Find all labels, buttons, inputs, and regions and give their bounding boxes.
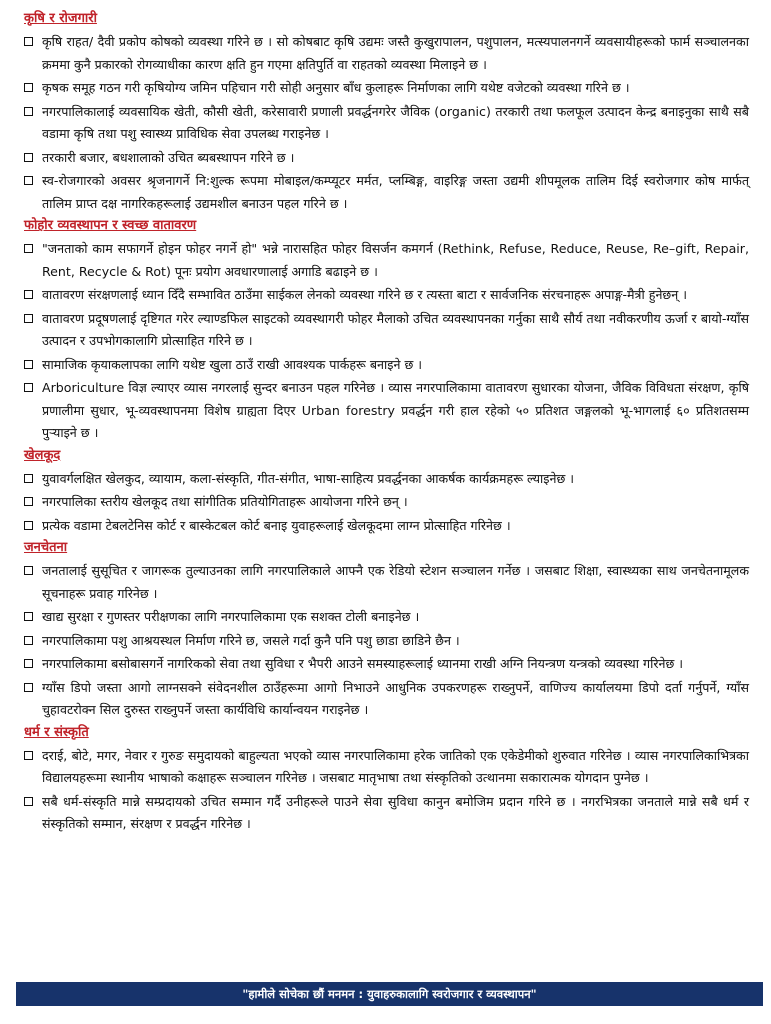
list-item-text: कृषक समूह गठन गरी कृषियोग्य जमिन पहिचान गरी सोही अनुसार बाँध कुलाहरू निर्माणका लागि यथेष्ट वजेटको व्यवस्था गरिने छ । — [42, 80, 630, 95]
list-item — [22, 491, 749, 514]
list-item — [22, 377, 749, 445]
checkbox-bullet-icon — [24, 37, 33, 46]
list-item — [22, 354, 749, 377]
list-item — [22, 31, 749, 76]
list-item — [22, 630, 749, 653]
list-item-text: स्व-रोजगारको अवसर श्रृजनागर्ने नि:शुल्क रूपमा मोबाइल/कम्प्यूटर मर्मत, प्लम्बिङ्ग, वाइरिङ्ग जस्ता उद्यमी शीपमूलक तालिम दिई स्वरोजगार कोष मार्फत् तालिम प्राप्त दक्ष नागरिकहरूलाई उद्यमशील बनाउन पहल गरिने छ । — [42, 173, 749, 211]
page-bottom-margin — [0, 1010, 771, 1024]
checkbox-bullet-icon — [24, 244, 33, 253]
list-item-text: Arboriculture विज्ञ ल्याएर व्यास नगरलाई सुन्दर बनाउन पहल गरिनेछ । व्यास नगरपालिकामा वातावरण सुधारका योजना, जैविक विविधता संरक्षण, कृषि प्रणालीमा सुधार, भू-व्यवस्थापनमा विशेष ग्राह्यता दिएर Urban forestry प्रवर्द्धन गरी हाल रहेको ५० प्रतिशत जङ्गलको भू-भागलाई ६० प्रतिशतसम्म पुऱ्याइने छ । — [42, 380, 749, 440]
list-item — [22, 284, 749, 307]
checkbox-bullet-icon — [24, 153, 33, 162]
list-item — [22, 170, 749, 215]
list-item — [22, 101, 749, 146]
list-item — [22, 677, 749, 722]
section-heading: कृषि र रोजगारी — [24, 11, 97, 26]
list-item-text: वातावरण संरक्षणलाई ध्यान दिँदै सम्भावित ठाउँमा साईकल लेनको व्यवस्था गरिने छ र त्यस्ता बाटा र सार्वजनिक संरचनाहरू अपाङ्ग-मैत्री हुनेछन् । — [42, 287, 688, 302]
checkbox-bullet-icon — [24, 612, 33, 621]
list-item-text: वातावरण प्रदूषणलाई दृष्टिगत गरेर ल्याण्डफिल साइटको व्यवस्थागरी फोहर मैलाको उचित व्यवस्थापनका गर्नुका साथै सौर्य तथा नवीकरणीय ऊर्जा र बायो-ग्याँस उत्पादन र उपभोगकालागि प्रोत्साहित गरिने छ । — [42, 310, 749, 348]
list-item — [22, 745, 749, 790]
list-item — [22, 238, 749, 283]
section-sports — [22, 447, 749, 538]
checkbox-bullet-icon — [24, 176, 33, 185]
checkbox-bullet-icon — [24, 474, 33, 483]
list-item-text: नगरपालिका स्तरीय खेलकूद तथा सांगीतिक प्रतियोगिताहरू आयोजना गरिने छन् । — [42, 494, 408, 509]
list-item — [22, 147, 749, 170]
list-item-text: जनतालाई सुसूचित र जागरूक तुल्याउनका लागि नगरपालिकाले आफ्नै एक रेडियो स्टेशन सञ्चालन गर्नेछ । जसबाट शिक्षा, स्वास्थ्यका साथ जनचेतनामूलक सूचनाहरू प्रवाह गरिनेछ । — [42, 563, 749, 601]
list-item-text: युवावर्गलक्षित खेलकुद, व्यायाम, कला-संस्कृति, गीत-संगीत, भाषा-साहित्य प्रवर्द्धनका आकर्षक कार्यक्रमहरू ल्याइनेछ । — [42, 470, 575, 486]
list-item — [22, 468, 749, 491]
list-item-text: प्रत्येक वडामा टेबलटेनिस कोर्ट र बास्केटबल कोर्ट बनाइ युवाहरूलाई खेलकूदमा लाग्न प्रोत्साहित गरिनेछ । — [42, 517, 511, 533]
checkbox-bullet-icon — [24, 683, 33, 692]
footer-slogan-banner: "हामीले सोचेका छौं मनमन : युवाहरुकालागि स्वरोजगार र व्यवस्थापन" — [16, 982, 763, 1006]
list-item-text: नगरपालिकामा बसोबासगर्ने नागरिकको सेवा तथा सुविधा र भैपरी आउने समस्याहरूलाई ध्यानमा राखी अग्नि नियन्त्रण यन्त्रको व्यवस्था गरिनेछ । — [42, 656, 684, 671]
list-item — [22, 560, 749, 605]
section-heading: जनचेतना — [24, 540, 68, 555]
checkbox-bullet-icon — [24, 797, 33, 806]
list-item-text: कृषि राहत/ दैवी प्रकोप कोषको व्यवस्था गरिने छ । सो कोषबाट कृषि उद्यमः जस्तै कुखुरापालन, पशुपालन, मत्स्यपालनगर्ने व्यवसायीहरूको फार्म सञ्चालनका क्रममा कुनै प्रकारको रोगव्याधीका कारण क्षति हुन गएमा क्षतिपुर्ति वा राहतको व्यवस्था मिलाइने छ । — [42, 34, 749, 72]
list-item-text: दराई, बोटे, मगर, नेवार र गुरुङ समुदायको बाहुल्यता भएको व्यास नगरपालिकामा हरेक जातिको एक एकेडेमीको शुरुवात गरिनेछ । व्यास नगरपालिकाभित्रका विद्यालयहरूमा स्थानीय भाषाको कक्षाहरू सञ्चालन गरिनेछ । जसबाट मातृभाषा तथा संस्कृतिको उत्थानमा सकारात्मक योगदान पुग्नेछ । — [42, 747, 749, 785]
section-agriculture — [22, 10, 749, 215]
section-religion-culture — [22, 724, 749, 836]
list-item-text: नगरपालिकालाई व्यवसायिक खेती, कौसी खेती, करेसावारी प्रणाली प्रवर्द्धनगरेर जैविक (organic) तरकारी तथा फलफूल उत्पादन केन्द्र बनाइनुका साथै सबै वडामा कृषि तथा पशु स्वास्थ्य प्राविधिक सेवा उपलब्ध गराइनेछ । — [42, 103, 749, 141]
list-item-text: तरकारी बजार, बधशालाको उचित ब्यबस्थापन गरिने छ । — [42, 149, 295, 165]
checkbox-bullet-icon — [24, 751, 33, 760]
section-heading: खेलकूद — [24, 447, 61, 463]
checkbox-bullet-icon — [24, 636, 33, 645]
list-item-text: सबै धर्म-संस्कृति मान्ने सम्प्रदायको उचित सम्मान गर्दै उनीहरूले पाउने सेवा सुविधा कानुन बमोजिम प्रदान गरिने छ । नगरभित्रका जनताले मान्ने सबै धर्म र संस्कृतिको सम्मान, संरक्षण र प्रवर्द्धन गरिनेछ । — [42, 793, 749, 831]
list-item-text: नगरपालिकामा पशु आश्रयस्थल निर्माण गरिने छ, जसले गर्दा कुनै पनि पशु छाडा छाडिने छैन । — [42, 632, 460, 648]
checkbox-bullet-icon — [24, 290, 33, 299]
checkbox-bullet-icon — [24, 314, 33, 323]
section-waste-environment — [22, 217, 749, 445]
list-item-text: "जनताको काम सफागर्ने होइन फोहर नगर्ने हो" भन्ने नारासहित फोहर विसर्जन कमगर्न (Rethink, Refuse, Reduce, Reuse, Re–gift, Repair, Rent, Recycle & Rot) पूनः प्रयोग अवधारणालाई अगाडि बढाइने छ । — [42, 241, 749, 279]
checkbox-bullet-icon — [24, 360, 33, 369]
list-item-text: खाद्य सुरक्षा र गुणस्तर परीक्षणका लागि नगरपालिकामा एक सशक्त टोली बनाइनेछ । — [42, 609, 420, 624]
checkbox-bullet-icon — [24, 521, 33, 530]
checkbox-bullet-icon — [24, 83, 33, 92]
checkbox-bullet-icon — [24, 107, 33, 116]
list-item — [22, 653, 749, 676]
list-item — [22, 308, 749, 353]
section-heading: धर्म र संस्कृति — [24, 724, 89, 740]
section-public-awareness — [22, 539, 749, 722]
list-item-text: सामाजिक कृयाकलापका लागि यथेष्ट खुला ठाउँ राखी आवश्यक पार्कहरू बनाइने छ । — [42, 356, 423, 372]
section-heading: फोहोर व्यवस्थापन र स्वच्छ वातावरण — [24, 218, 197, 233]
list-item-text: ग्याँस डिपो जस्ता आगो लाग्नसक्ने संवेदनशील ठाउँहरूमा आगो निभाउने आधुनिक उपकरणहरू राख्नुपर्ने, वाणिज्य कार्यालयमा डिपो दर्ता गर्नुपर्ने, ग्याँस चुहावटरोक्न सिल दुरुस्त राख्नुपर्ने जस्ता कार्यविधि कार्यान्वयन गराइनेछ । — [42, 679, 749, 717]
checkbox-bullet-icon — [24, 383, 33, 392]
list-item — [22, 791, 749, 836]
list-item — [22, 606, 749, 629]
checkbox-bullet-icon — [24, 497, 33, 506]
list-item — [22, 77, 749, 100]
checkbox-bullet-icon — [24, 659, 33, 668]
list-item — [22, 515, 749, 538]
checkbox-bullet-icon — [24, 566, 33, 575]
